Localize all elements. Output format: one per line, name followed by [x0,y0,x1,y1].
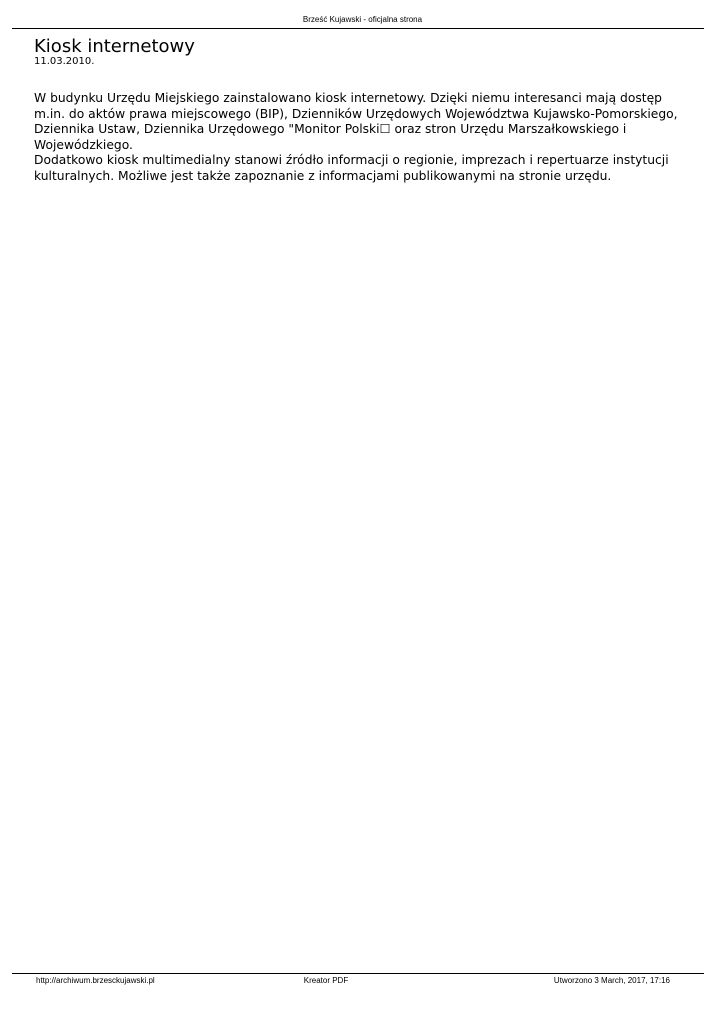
header-divider [12,28,704,29]
article-paragraph: W budynku Urzędu Miejskiego zainstalowano kiosk internetowy. Dzięki niemu interesanci mają dostęp m.in. do aktów prawa miejscowego (BIP), Dzienników Urzędowych Województwa Kujawsko-Pomorskiego, Dziennika Ustaw, Dziennika Urzędowego "Monitor Polski☐ oraz stron Urzędu Marszałkowskiego i Wojewódzkiego. [34,91,678,152]
footer-created-date: Utworzono 3 March, 2017, 17:16 [553,976,670,985]
footer-generator: Kreator PDF [303,976,349,985]
article-date: 11.03.2010. [34,56,95,67]
footer-divider [12,973,704,974]
page-header: Brześć Kujawski - oficjalna strona [302,15,423,24]
footer-url: http://archiwum.brzesckujawski.pl [36,976,155,985]
article-title: Kiosk internetowy [34,36,195,57]
article-paragraph: Dodatkowo kiosk multimedialny stanowi źródło informacji o regionie, imprezach i repertuarze instytucji kulturalnych. Możliwe jest także zapoznanie z informacjami publikowanymi na stronie urzędu. [34,153,669,183]
article-body [34,91,684,185]
